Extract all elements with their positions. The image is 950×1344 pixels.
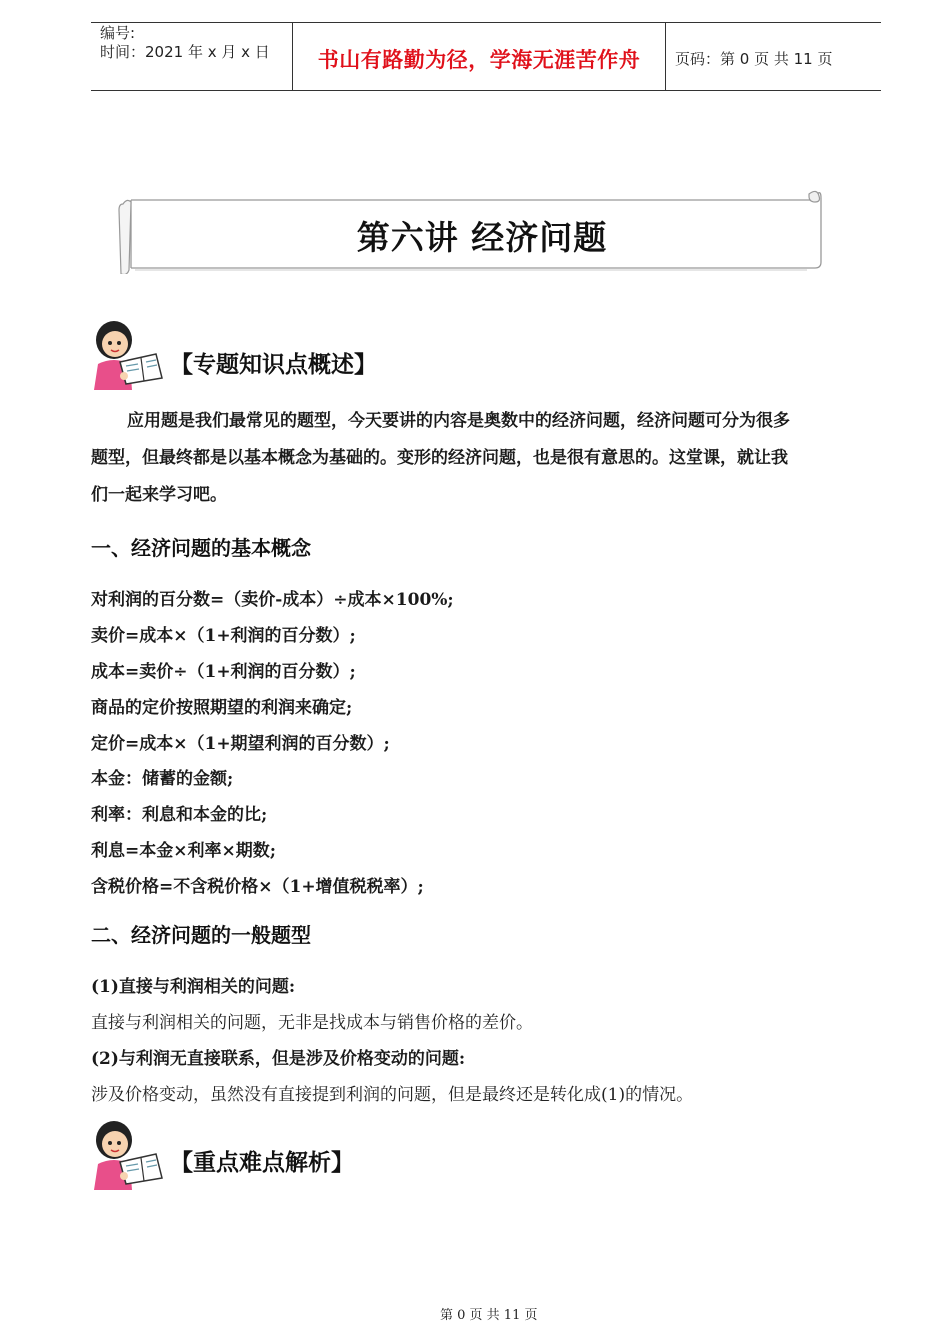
page-title: 第六讲 经济问题 <box>356 218 608 257</box>
intro-paragraph <box>91 403 886 514</box>
formula-profit-percent: 对利润的百分数=（卖价-成本）÷成本×100%; <box>91 590 454 610</box>
question-type-2-text: 涉及价格变动，虽然没有直接提到利润的问题，但是最终还是转化成(1)的情况。 <box>91 1085 694 1105</box>
formula-interest-rate: 利率：利息和本金的比; <box>91 805 268 825</box>
header-top-rule <box>91 22 881 23</box>
reading-girl-icon <box>86 1118 166 1188</box>
reading-girl-icon <box>86 318 166 388</box>
question-type-1-text: 直接与利润相关的问题，无非是找成本与销售价格的差价。 <box>91 1013 533 1033</box>
part1-heading: 一、经济问题的基本概念 <box>91 536 311 560</box>
intro-line-3: 们一起来学习吧。 <box>91 485 227 505</box>
header-time: 时间：2021 年 x 月 x 日 <box>100 43 270 61</box>
formula-list-price: 定价=成本×（1+期望利润的百分数）; <box>91 734 390 754</box>
formula-interest: 利息=本金×利率×期数; <box>91 841 277 861</box>
question-type-1-title: (1)直接与利润相关的问题: <box>91 977 296 997</box>
section-heading-overview: 【专题知识点概述】 <box>170 351 377 378</box>
header-motto: 书山有路勤为径，学海无涯苦作舟 <box>317 47 641 72</box>
formula-tax-price: 含税价格=不含税价格×（1+增值税税率）; <box>91 877 424 897</box>
header-number: 编号: <box>100 24 136 42</box>
formula-selling-price: 卖价=成本×（1+利润的百分数）; <box>91 626 356 646</box>
header-page-count: 页码：第 0 页 共 11 页 <box>675 50 833 68</box>
formula-principal: 本金：储蓄的金额; <box>91 769 234 789</box>
section-heading-key-points: 【重点难点解析】 <box>170 1149 354 1176</box>
formula-pricing-rule: 商品的定价按照期望的利润来确定; <box>91 698 353 718</box>
header-meta <box>100 24 270 62</box>
formula-cost: 成本=卖价÷（1+利润的百分数）; <box>91 662 356 682</box>
question-type-2-title: (2)与利润无直接联系，但是涉及价格变动的问题: <box>91 1049 466 1069</box>
part2-heading: 二、经济问题的一般题型 <box>91 923 311 947</box>
intro-line-2: 题型，但最终都是以基本概念为基础的。变形的经济问题，也是很有意思的。这堂课，就让我 <box>91 448 788 468</box>
intro-line-1: 应用题是我们最常见的题型，今天要讲的内容是奥数中的经济问题，经济问题可分为很多 <box>127 411 790 431</box>
header-bottom-rule <box>91 90 881 91</box>
page-footer: 第 0 页 共 11 页 <box>440 1308 538 1323</box>
